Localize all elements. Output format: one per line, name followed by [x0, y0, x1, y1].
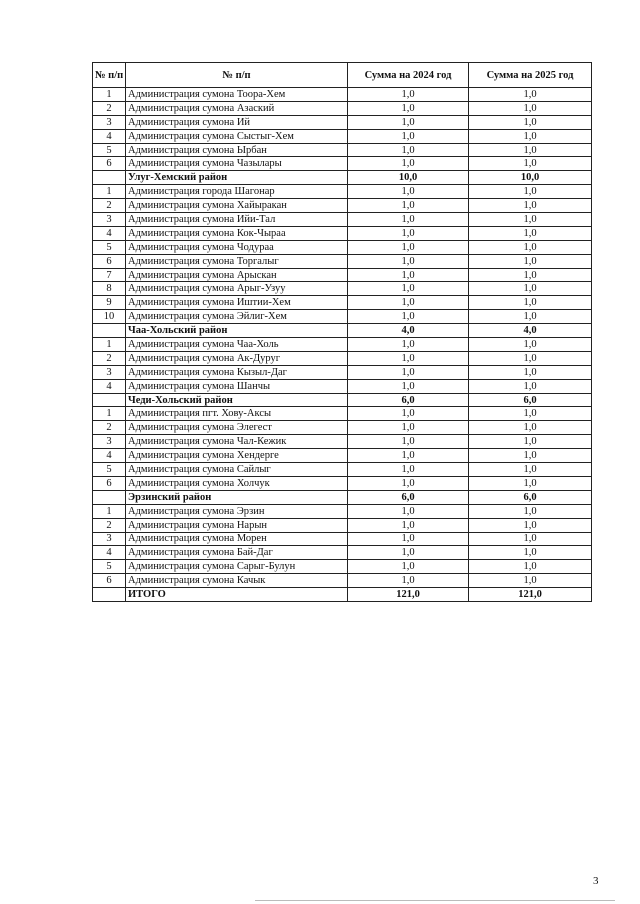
row-number: 1 [93, 88, 126, 102]
row-number [93, 171, 126, 185]
table-row [93, 115, 592, 129]
row-sum-2024: 1,0 [348, 268, 469, 282]
table-row [93, 157, 592, 171]
table-row [93, 449, 592, 463]
row-number: 4 [93, 129, 126, 143]
row-sum-2024: 1,0 [348, 88, 469, 102]
row-sum-2025: 1,0 [469, 365, 592, 379]
row-sum-2025: 1,0 [469, 115, 592, 129]
table-row [93, 546, 592, 560]
row-number: 4 [93, 449, 126, 463]
row-sum-2024: 1,0 [348, 157, 469, 171]
row-number: 10 [93, 310, 126, 324]
row-sum-2025: 1,0 [469, 101, 592, 115]
row-name: Администрация сумона Чаа-Холь [126, 338, 348, 352]
row-name: Администрация пгт. Хову-Аксы [126, 407, 348, 421]
row-sum-2025: 1,0 [469, 240, 592, 254]
row-sum-2025: 10,0 [469, 171, 592, 185]
row-name: Администрация сумона Нарын [126, 518, 348, 532]
row-number: 2 [93, 518, 126, 532]
row-number: 8 [93, 282, 126, 296]
header-sum-2024: Сумма на 2024 год [348, 63, 469, 88]
row-sum-2025: 1,0 [469, 88, 592, 102]
row-number: 3 [93, 115, 126, 129]
row-sum-2025: 1,0 [469, 546, 592, 560]
table-row [93, 338, 592, 352]
row-sum-2025: 1,0 [469, 574, 592, 588]
row-name: Администрация сумона Качык [126, 574, 348, 588]
header-number: № п/п [93, 63, 126, 88]
row-number: 6 [93, 254, 126, 268]
row-name: Администрация сумона Бай-Даг [126, 546, 348, 560]
row-number: 3 [93, 213, 126, 227]
table-subtotal-row [93, 490, 592, 504]
row-sum-2025: 1,0 [469, 143, 592, 157]
table-row [93, 88, 592, 102]
row-sum-2024: 1,0 [348, 504, 469, 518]
table-row [93, 351, 592, 365]
row-sum-2024: 1,0 [348, 365, 469, 379]
table-body [93, 88, 592, 602]
row-name: Эрзинский район [126, 490, 348, 504]
table-row [93, 240, 592, 254]
row-sum-2024: 1,0 [348, 185, 469, 199]
row-sum-2025: 1,0 [469, 351, 592, 365]
allocation-table [92, 62, 592, 602]
table-row [93, 282, 592, 296]
table-row [93, 129, 592, 143]
row-sum-2024: 1,0 [348, 282, 469, 296]
row-number: 6 [93, 574, 126, 588]
row-number: 2 [93, 199, 126, 213]
row-number: 1 [93, 407, 126, 421]
row-sum-2024: 1,0 [348, 518, 469, 532]
row-name: Администрация сумона Чал-Кежик [126, 435, 348, 449]
row-name: Администрация сумона Кызыл-Даг [126, 365, 348, 379]
row-sum-2024: 1,0 [348, 574, 469, 588]
table-row [93, 254, 592, 268]
row-number: 5 [93, 240, 126, 254]
row-name: Администрация сумона Холчук [126, 476, 348, 490]
table-row [93, 185, 592, 199]
row-name: Администрация сумона Морен [126, 532, 348, 546]
table-row [93, 213, 592, 227]
row-sum-2025: 1,0 [469, 338, 592, 352]
row-name: Администрация сумона Хендерге [126, 449, 348, 463]
table-row [93, 407, 592, 421]
row-sum-2024: 1,0 [348, 560, 469, 574]
row-number [93, 588, 126, 602]
row-sum-2024: 1,0 [348, 101, 469, 115]
table-row [93, 379, 592, 393]
row-name: Администрация сумона Иштии-Хем [126, 296, 348, 310]
row-sum-2025: 1,0 [469, 463, 592, 477]
row-sum-2024: 1,0 [348, 226, 469, 240]
row-name: Чеди-Хольский район [126, 393, 348, 407]
row-sum-2024: 6,0 [348, 490, 469, 504]
header-sum-2025: Сумма на 2025 год [469, 63, 592, 88]
row-sum-2025: 1,0 [469, 560, 592, 574]
row-number: 3 [93, 532, 126, 546]
table-row [93, 421, 592, 435]
row-number: 4 [93, 379, 126, 393]
page-number: 3 [593, 875, 599, 887]
row-sum-2024: 1,0 [348, 379, 469, 393]
row-number: 7 [93, 268, 126, 282]
row-number: 9 [93, 296, 126, 310]
row-number: 2 [93, 101, 126, 115]
table-row [93, 574, 592, 588]
row-sum-2024: 1,0 [348, 240, 469, 254]
row-sum-2025: 1,0 [469, 421, 592, 435]
row-name: Администрация сумона Ак-Дуруг [126, 351, 348, 365]
row-name: Администрация сумона Ий [126, 115, 348, 129]
row-name: Чаа-Хольский район [126, 324, 348, 338]
table-row [93, 365, 592, 379]
table-subtotal-row [93, 393, 592, 407]
row-sum-2025: 1,0 [469, 157, 592, 171]
row-name: Администрация сумона Эрзин [126, 504, 348, 518]
table-row [93, 143, 592, 157]
row-number: 5 [93, 463, 126, 477]
row-sum-2025: 1,0 [469, 296, 592, 310]
table-row [93, 560, 592, 574]
table-row [93, 226, 592, 240]
row-sum-2025: 6,0 [469, 490, 592, 504]
row-sum-2024: 1,0 [348, 115, 469, 129]
row-sum-2025: 1,0 [469, 518, 592, 532]
row-sum-2024: 1,0 [348, 546, 469, 560]
header-name: № п/п [126, 63, 348, 88]
row-name: Администрация сумона Хайыракан [126, 199, 348, 213]
row-sum-2024: 1,0 [348, 435, 469, 449]
row-number: 5 [93, 143, 126, 157]
table-subtotal-row [93, 588, 592, 602]
row-sum-2024: 1,0 [348, 338, 469, 352]
row-sum-2024: 1,0 [348, 213, 469, 227]
row-number: 3 [93, 365, 126, 379]
row-name: Администрация сумона Элегест [126, 421, 348, 435]
row-number: 6 [93, 476, 126, 490]
row-sum-2024: 10,0 [348, 171, 469, 185]
row-sum-2025: 1,0 [469, 310, 592, 324]
table-row [93, 268, 592, 282]
row-sum-2025: 4,0 [469, 324, 592, 338]
row-sum-2025: 1,0 [469, 504, 592, 518]
row-name: Улуг-Хемский район [126, 171, 348, 185]
row-number: 4 [93, 546, 126, 560]
row-sum-2024: 1,0 [348, 199, 469, 213]
row-name: Администрация сумона Кок-Чыраа [126, 226, 348, 240]
table-row [93, 296, 592, 310]
scan-edge-line [255, 900, 615, 901]
row-sum-2024: 1,0 [348, 143, 469, 157]
row-name: Администрация сумона Сыстыг-Хем [126, 129, 348, 143]
row-number [93, 324, 126, 338]
row-sum-2025: 1,0 [469, 407, 592, 421]
row-name: Администрация сумона Ырбан [126, 143, 348, 157]
row-sum-2025: 6,0 [469, 393, 592, 407]
table-subtotal-row [93, 324, 592, 338]
row-name: Администрация сумона Арыскан [126, 268, 348, 282]
row-sum-2025: 1,0 [469, 268, 592, 282]
row-sum-2024: 1,0 [348, 407, 469, 421]
row-number: 5 [93, 560, 126, 574]
row-name: Администрация сумона Чазылары [126, 157, 348, 171]
row-sum-2025: 1,0 [469, 379, 592, 393]
table-row [93, 476, 592, 490]
row-number: 2 [93, 351, 126, 365]
table-row [93, 532, 592, 546]
row-name: Администрация сумона Сайлыг [126, 463, 348, 477]
table-row [93, 518, 592, 532]
row-sum-2024: 1,0 [348, 463, 469, 477]
row-name: Администрация сумона Азаский [126, 101, 348, 115]
row-sum-2025: 1,0 [469, 282, 592, 296]
row-number: 3 [93, 435, 126, 449]
row-sum-2024: 4,0 [348, 324, 469, 338]
row-sum-2024: 121,0 [348, 588, 469, 602]
row-sum-2024: 6,0 [348, 393, 469, 407]
row-sum-2025: 1,0 [469, 199, 592, 213]
row-number: 2 [93, 421, 126, 435]
row-sum-2025: 1,0 [469, 532, 592, 546]
row-name: Администрация сумона Сарыг-Булун [126, 560, 348, 574]
row-sum-2024: 1,0 [348, 476, 469, 490]
row-sum-2024: 1,0 [348, 296, 469, 310]
table-row [93, 463, 592, 477]
table-row [93, 199, 592, 213]
row-sum-2025: 1,0 [469, 435, 592, 449]
row-sum-2025: 1,0 [469, 476, 592, 490]
row-name: Администрация сумона Шанчы [126, 379, 348, 393]
row-sum-2024: 1,0 [348, 129, 469, 143]
row-sum-2025: 1,0 [469, 254, 592, 268]
row-name: Администрация сумона Арыг-Узуу [126, 282, 348, 296]
row-name: Администрация города Шагонар [126, 185, 348, 199]
table-subtotal-row [93, 171, 592, 185]
row-number: 1 [93, 185, 126, 199]
row-sum-2025: 1,0 [469, 129, 592, 143]
row-name: Администрация сумона Эйлиг-Хем [126, 310, 348, 324]
row-sum-2024: 1,0 [348, 254, 469, 268]
row-name: Администрация сумона Чодураа [126, 240, 348, 254]
row-name: Администрация сумона Торгалыг [126, 254, 348, 268]
table-row [93, 504, 592, 518]
row-name: Администрация сумона Ийи-Тал [126, 213, 348, 227]
row-sum-2025: 1,0 [469, 213, 592, 227]
row-sum-2025: 121,0 [469, 588, 592, 602]
table-row [93, 435, 592, 449]
row-sum-2025: 1,0 [469, 449, 592, 463]
table-row [93, 101, 592, 115]
table-header-row [93, 63, 592, 88]
row-number: 6 [93, 157, 126, 171]
table-row [93, 310, 592, 324]
row-number: 4 [93, 226, 126, 240]
row-number [93, 393, 126, 407]
row-sum-2024: 1,0 [348, 449, 469, 463]
row-name: Администрация сумона Тоора-Хем [126, 88, 348, 102]
row-sum-2025: 1,0 [469, 226, 592, 240]
row-sum-2024: 1,0 [348, 421, 469, 435]
row-name: ИТОГО [126, 588, 348, 602]
row-sum-2025: 1,0 [469, 185, 592, 199]
row-sum-2024: 1,0 [348, 310, 469, 324]
row-sum-2024: 1,0 [348, 351, 469, 365]
row-number: 1 [93, 504, 126, 518]
row-number [93, 490, 126, 504]
row-sum-2024: 1,0 [348, 532, 469, 546]
row-number: 1 [93, 338, 126, 352]
